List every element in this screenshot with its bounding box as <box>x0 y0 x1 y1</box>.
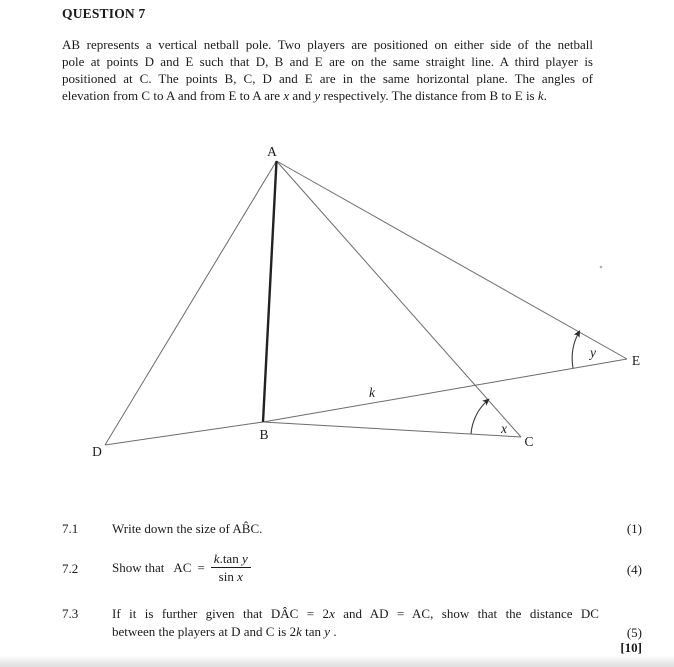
point-label-A: A <box>267 144 277 159</box>
q73-l1-b: = 2 <box>298 606 330 621</box>
line-BE <box>263 359 627 422</box>
angle-DAC: DÂC <box>270 606 299 621</box>
angle-arc-y-at-E <box>572 332 579 368</box>
q72-equals: = <box>197 559 205 575</box>
intro-line-2: pole at points D and E such that D, B and E are on the same straight line. A third player is <box>62 54 593 69</box>
q73-l1-c: and AD = AC, show that the distance DC <box>334 606 599 621</box>
q73-l2-b: tan <box>301 623 325 639</box>
var-x: x <box>329 606 335 621</box>
q72-prefix: Show that <box>112 559 165 575</box>
q73-line-2 <box>112 623 599 640</box>
q72-fraction-numerator <box>211 551 251 568</box>
var-k: k <box>537 88 544 103</box>
point-label-B: B <box>259 427 269 442</box>
intro-line-1: AB represents a vertical netball pole. Two players are positioned on either side of the netball <box>62 37 593 52</box>
pole-AB <box>263 161 277 422</box>
scan-artifact-dot <box>600 266 603 269</box>
angle-label-x: x <box>501 421 507 436</box>
q72-den-sin: sin <box>218 569 238 584</box>
intro-line4-b: and <box>289 88 315 103</box>
point-label-E: E <box>631 353 641 368</box>
point-label-D: D <box>92 444 102 459</box>
q73-l2-c: . <box>330 623 337 639</box>
angle-label-y: y <box>590 345 596 360</box>
line-DB <box>105 422 263 445</box>
var-k: k <box>213 551 220 566</box>
q73-l2-a: between the players at D and C is 2 <box>112 623 297 639</box>
q71-marks: (1) <box>626 521 642 536</box>
line-AC <box>277 161 522 437</box>
var-y: y <box>314 88 321 103</box>
q72-num-mid: .tan <box>219 551 242 566</box>
line-BC <box>263 422 521 437</box>
q73-l1-a: If it is further given that <box>112 606 271 621</box>
point-label-C: C <box>524 434 534 449</box>
q73-marks: (5) <box>626 625 642 640</box>
q71-text: Write down the size of AB̂C. <box>112 521 263 536</box>
var-x: x <box>237 569 243 584</box>
total-marks: [10] <box>620 640 642 655</box>
line-AE <box>277 161 628 359</box>
intro-line4-c: respectively. The distance from B to E is <box>320 88 538 103</box>
distance-label-k: k <box>369 385 375 400</box>
var-x: x <box>283 88 290 103</box>
page-bottom-edge <box>0 655 674 667</box>
q72-fraction-denominator <box>219 568 243 584</box>
q71-number: 7.1 <box>62 521 79 536</box>
angle-arc-x-at-C <box>471 400 488 434</box>
q73-text <box>112 605 599 640</box>
var-k: k <box>296 623 302 639</box>
q72-number: 7.2 <box>62 561 79 576</box>
var-y: y <box>241 551 248 566</box>
q72-marks: (4) <box>626 562 642 577</box>
q73-line-1 <box>112 605 599 622</box>
q73-number: 7.3 <box>62 606 79 621</box>
intro-line4-d: . <box>543 88 547 103</box>
intro-line4-a: elevation from C to A and from E to A are <box>62 88 284 103</box>
q72-fraction <box>211 551 251 584</box>
q72-lhs: AC <box>173 559 192 575</box>
line-AD <box>105 161 277 445</box>
q72-statement <box>112 551 251 584</box>
question-title: QUESTION 7 <box>62 6 146 21</box>
var-y: y <box>324 623 331 639</box>
intro-line-3: positioned at C. The points B, C, D and E are in the same horizontal plane. The angles of <box>62 71 593 86</box>
